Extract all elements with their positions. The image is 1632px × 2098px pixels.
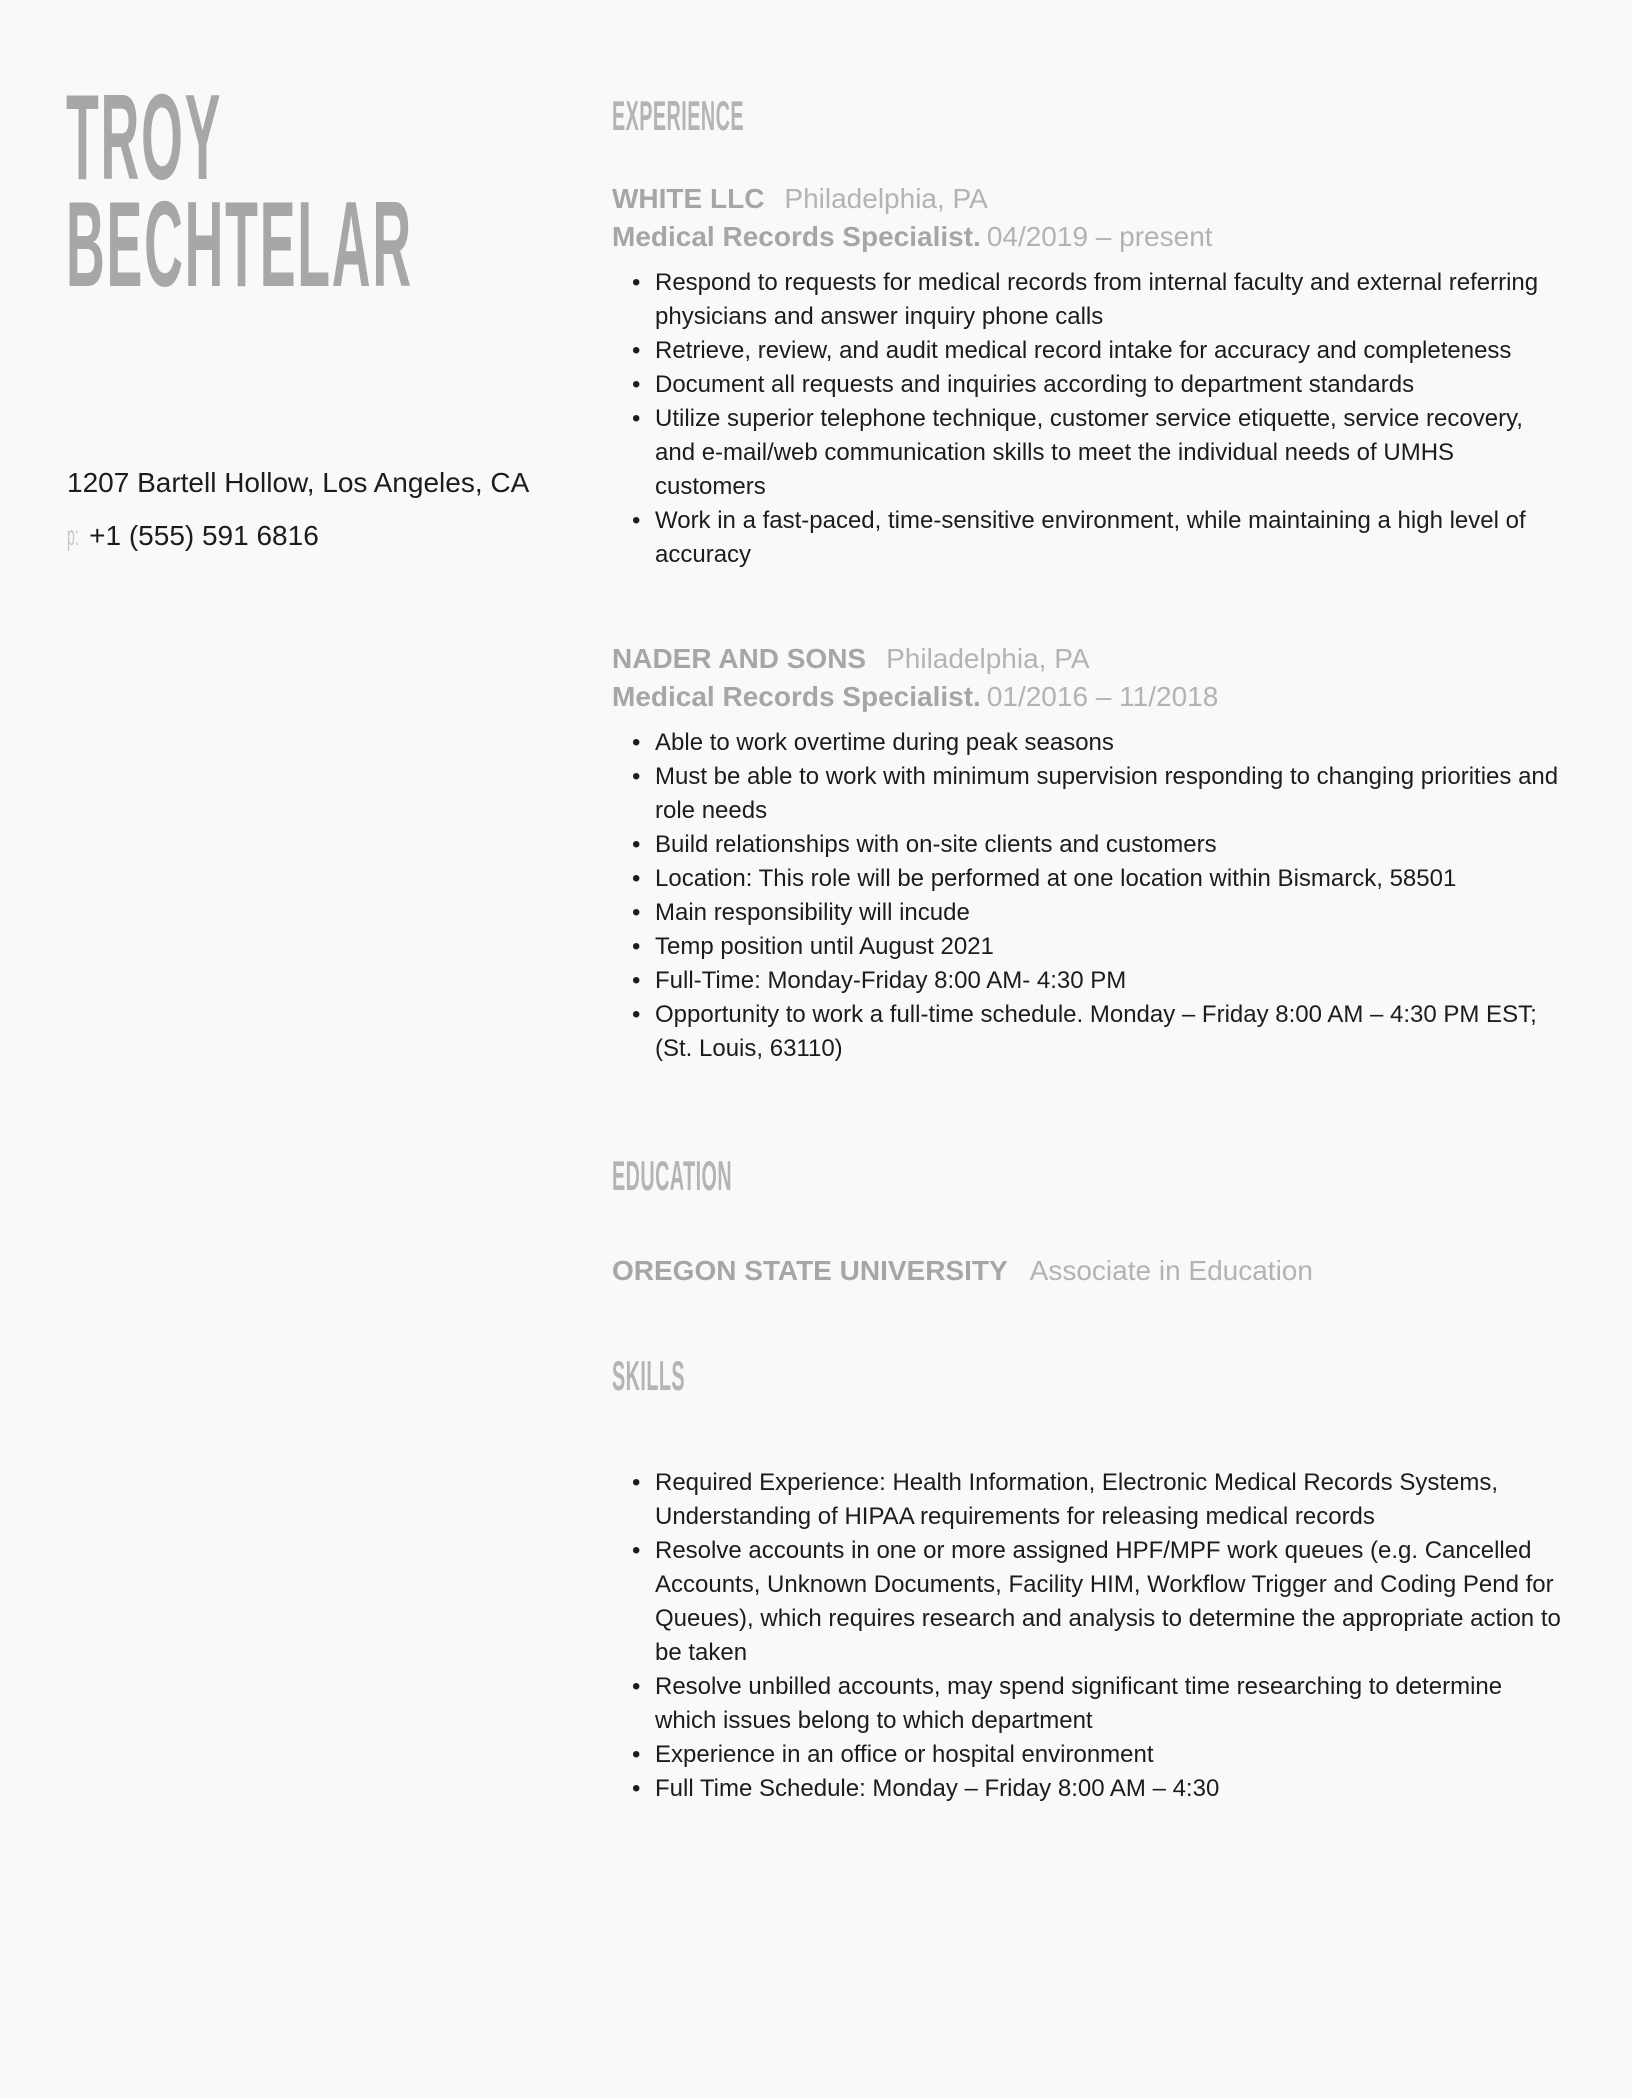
job-bullet: • Temp position until August 2021 <box>612 930 1562 964</box>
job-role-line <box>612 682 1564 712</box>
contact-info <box>67 466 529 553</box>
job-bullet: • Retrieve, review, and audit medical record intake for accuracy and completeness <box>612 334 1562 368</box>
job-bullet: • Respond to requests for medical records from internal faculty and external referring physicians and answer inquiry phone calls <box>612 266 1562 334</box>
job-role: Medical Records Specialist. <box>612 681 981 712</box>
job-role: Medical Records Specialist. <box>612 221 981 252</box>
skills-bullet-list <box>612 1466 1564 1806</box>
job-role-line <box>612 222 1564 252</box>
phone-line <box>67 519 529 553</box>
skills-section-heading <box>612 1354 1564 1398</box>
skill-bullet: • Full Time Schedule: Monday – Friday 8:00 AM – 4:30 <box>612 1772 1562 1806</box>
job-bullet-list <box>612 726 1564 1066</box>
skill-bullet: • Resolve unbilled accounts, may spend significant time researching to determine which issues belong to which department <box>612 1670 1562 1738</box>
skills-heading-text: SKILLS <box>612 1352 686 1399</box>
education-heading-text: EDUCATION <box>612 1152 733 1199</box>
job-bullet: • Opportunity to work a full-time schedule. Monday – Friday 8:00 AM – 4:30 PM EST; (St. Louis, 63110) <box>612 998 1562 1066</box>
job-bullet: • Build relationships with on-site clients and customers <box>612 828 1562 862</box>
job-company-line <box>612 644 1564 674</box>
school-name: OREGON STATE UNIVERSITY <box>612 1255 1008 1286</box>
education-section-heading <box>612 1154 1564 1198</box>
education-entry <box>612 1256 1564 1286</box>
job-bullet: • Able to work overtime during peak seasons <box>612 726 1562 760</box>
candidate-last-name: BECHTELAR <box>66 176 413 312</box>
job-bullet: • Full-Time: Monday-Friday 8:00 AM- 4:30 PM <box>612 964 1562 998</box>
job-bullet-list <box>612 266 1564 572</box>
skill-bullet: • Resolve accounts in one or more assigned HPF/MPF work queues (e.g. Cancelled Accounts, Unknown Documents, Facility HIM, Workflow Trigger and Coding Pend for Queues), which requires research and analysis to determine the appropriate action to be taken <box>612 1534 1562 1670</box>
job-bullet: • Must be able to work with minimum supervision responding to changing priorities and role needs <box>612 760 1562 828</box>
job-bullet: • Document all requests and inquiries according to department standards <box>612 368 1562 402</box>
degree-name: Associate in Education <box>1029 1255 1313 1286</box>
skill-bullet: • Experience in an office or hospital environment <box>612 1738 1562 1772</box>
phone-number: +1 (555) 591 6816 <box>89 520 319 551</box>
company-location: Philadelphia, PA <box>784 183 988 214</box>
phone-label: p: <box>67 520 79 551</box>
job-dates: 01/2016 – 11/2018 <box>986 681 1219 712</box>
main-content <box>612 0 1564 1806</box>
job-bullet: • Location: This role will be performed at one location within Bismarck, 58501 <box>612 862 1562 896</box>
address-line: 1207 Bartell Hollow, Los Angeles, CA <box>67 467 530 498</box>
job-entry-nader-and-sons <box>612 644 1564 1066</box>
candidate-name <box>66 69 413 312</box>
experience-section-heading <box>612 94 1564 138</box>
company-location: Philadelphia, PA <box>886 643 1090 674</box>
job-bullet: • Main responsibility will incude <box>612 896 1562 930</box>
experience-heading-text: EXPERIENCE <box>612 92 744 139</box>
job-bullet: • Utilize superior telephone technique, customer service etiquette, service recovery, and e-mail/web communication skills to meet the individual needs of UMHS customers <box>612 402 1562 504</box>
job-company-line <box>612 184 1564 214</box>
skill-bullet: • Required Experience: Health Information, Electronic Medical Records Systems, Understanding of HIPAA requirements for releasing medical records <box>612 1466 1562 1534</box>
job-dates: 04/2019 – present <box>986 221 1213 252</box>
company-name: WHITE LLC <box>612 183 765 214</box>
job-bullet: • Work in a fast-paced, time-sensitive environment, while maintaining a high level of accuracy <box>612 504 1562 572</box>
job-entry-white-llc <box>612 184 1564 572</box>
candidate-first-name: TROY <box>66 69 223 205</box>
company-name: NADER AND SONS <box>612 643 867 674</box>
